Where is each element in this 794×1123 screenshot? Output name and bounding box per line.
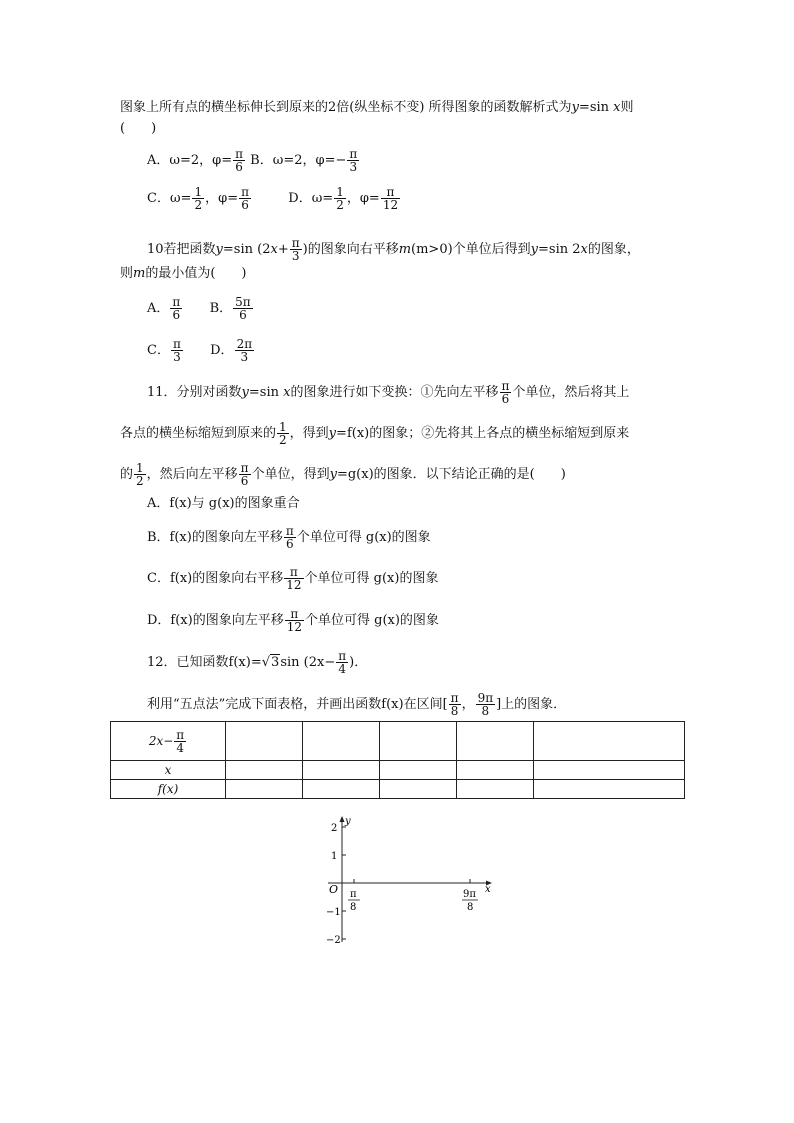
q11-line1: 11．分别对函数y=sin x的图象进行如下变换：①先向左平移 $\frac{\pi}{6}$ 个单位，然后将其上 <box>147 379 630 406</box>
table-row <box>111 780 685 799</box>
fraction: $\frac{\pi}{3}$ <box>291 236 300 263</box>
q11-option-b: B．f(x)的图象向左平移 $\frac{\pi}{6}$ 个单位可得 g(x)的图象 <box>147 524 431 551</box>
fraction: $\frac{\pi}{4}$ <box>176 727 185 755</box>
q11-option-a: A．f(x)与 g(x)的图象重合 <box>147 496 300 511</box>
fraction: $\frac{\pi}{3}$ <box>172 337 181 364</box>
q12-line2: 利用“五点法”完成下面表格，并画出函数f(x)在区间[ $\frac{\pi}{8}$ ， $\frac{9\pi}{8}$ ]上的图象． <box>147 691 567 718</box>
table-header-cell: f(x) <box>111 780 226 799</box>
table-row <box>111 722 685 761</box>
x-tick-label: 8 <box>350 902 357 913</box>
q11-option-c: C．f(x)的图象向右平移 $\frac{\pi}{12}$ 个单位可得 g(x)的图象 <box>147 565 439 592</box>
fraction: $\frac{\pi}{6}$ <box>172 295 181 322</box>
table-cell[interactable] <box>303 722 380 761</box>
fraction: $\frac{\pi}{12}$ <box>286 565 302 592</box>
x-axis-label: x <box>485 884 491 895</box>
q11-line2: 各点的横坐标缩短到原来的 $\frac{1}{2}$ ，得到y=f(x)的图象；②先将其上各点的横坐标缩短到原来 <box>120 420 630 447</box>
y-tick-label: −1 <box>326 907 341 918</box>
table-cell[interactable] <box>380 780 457 799</box>
table-cell[interactable] <box>226 722 303 761</box>
fraction: $\frac{\pi}{6}$ <box>501 379 510 406</box>
fraction: $\frac{\pi}{6}$ <box>285 524 294 551</box>
x-tick-label: 9π <box>463 889 476 900</box>
fraction: $\frac{\pi}{12}$ <box>286 607 302 634</box>
y-tick-label: 2 <box>331 823 338 834</box>
y-axis-arrow <box>340 816 345 822</box>
q9-options-ab: A．ω=2，φ= $\frac{\pi}{6}$ B．ω=2，φ=− $\frac{\pi}{3}$ <box>147 147 358 174</box>
table-cell[interactable] <box>534 722 685 761</box>
q9-answer-paren: ( ) <box>120 121 157 136</box>
table-cell[interactable] <box>534 780 685 799</box>
five-point-table <box>110 721 685 799</box>
table-cell[interactable] <box>457 780 534 799</box>
q9-options-cd: C．ω= $\frac{1}{2}$ ，φ= $\frac{\pi}{6}$ D．ω= $\frac{1}{2}$ ，φ= $\frac{\pi}{12}$ <box>147 185 399 212</box>
table-cell[interactable] <box>457 722 534 761</box>
fraction: $\frac{5\pi}{6}$ <box>235 295 251 322</box>
x-tick-label: π <box>350 889 357 900</box>
table-header-cell: x <box>111 761 226 780</box>
table-cell[interactable] <box>303 780 380 799</box>
table-cell[interactable] <box>226 761 303 780</box>
table-cell[interactable] <box>534 761 685 780</box>
coordinate-axes <box>320 812 505 947</box>
fraction: $\frac{1}{2}$ <box>136 461 144 488</box>
q12-line1: 12．已知函数f(x)=√3sin (2x− $\frac{\pi}{4}$ )． <box>147 649 368 676</box>
fraction: $\frac{\pi}{8}$ <box>450 691 459 718</box>
q9-line1: 图象上所有点的横坐标伸长到原来的2倍(纵坐标不变) 所得图象的函数解析式为y=sin x则 <box>120 100 634 115</box>
fraction: $\frac{1}{2}$ <box>194 185 203 212</box>
q10-line1: 10若把函数y=sin (2x+ $\frac{\pi}{3}$ )的图象向右平移m(m>0)个单位后得到y=sin 2x的图象， <box>147 236 640 263</box>
table-cell[interactable] <box>457 761 534 780</box>
table-cell[interactable] <box>226 780 303 799</box>
table-cell[interactable] <box>380 761 457 780</box>
fraction: $\frac{1}{2}$ <box>279 420 287 447</box>
q10-line2: 则m的最小值为( ) <box>120 266 247 281</box>
table-row <box>111 761 685 780</box>
fraction: $\frac{\pi}{6}$ <box>240 461 249 488</box>
fraction: $\frac{\pi}{6}$ <box>235 147 244 174</box>
x-tick-label: 8 <box>467 902 474 913</box>
fraction: $\frac{\pi}{3}$ <box>349 147 358 174</box>
q10-options-ab: A． $\frac{\pi}{6}$ B． $\frac{5\pi}{6}$ <box>147 295 251 322</box>
fraction: $\frac{9\pi}{8}$ <box>477 691 494 718</box>
q10-options-cd: C． $\frac{\pi}{3}$ D． $\frac{2\pi}{3}$ <box>147 337 253 364</box>
y-tick-label: −2 <box>326 935 341 946</box>
fraction: $\frac{\pi}{12}$ <box>382 185 399 212</box>
q11-option-d: D．f(x)的图象向左平移 $\frac{\pi}{12}$ 个单位可得 g(x)的图象 <box>147 607 439 634</box>
table-header-cell: 2x− $\frac{\pi}{4}$ <box>111 722 226 761</box>
fraction: $\frac{1}{2}$ <box>336 185 344 212</box>
origin-label: O <box>329 883 339 896</box>
table-cell[interactable] <box>303 761 380 780</box>
q11-line3: 的 $\frac{1}{2}$ ，然后向左平移 $\frac{\pi}{6}$ 个单位，得到y=g(x)的图象．以下结论正确的是( ) <box>120 461 566 488</box>
y-tick-label: 1 <box>331 851 338 862</box>
fraction: $\frac{\pi}{4}$ <box>338 649 347 676</box>
table-cell[interactable] <box>380 722 457 761</box>
y-axis-label: y <box>345 816 351 827</box>
fraction: $\frac{2\pi}{3}$ <box>236 337 253 364</box>
fraction: $\frac{\pi}{6}$ <box>241 185 249 212</box>
